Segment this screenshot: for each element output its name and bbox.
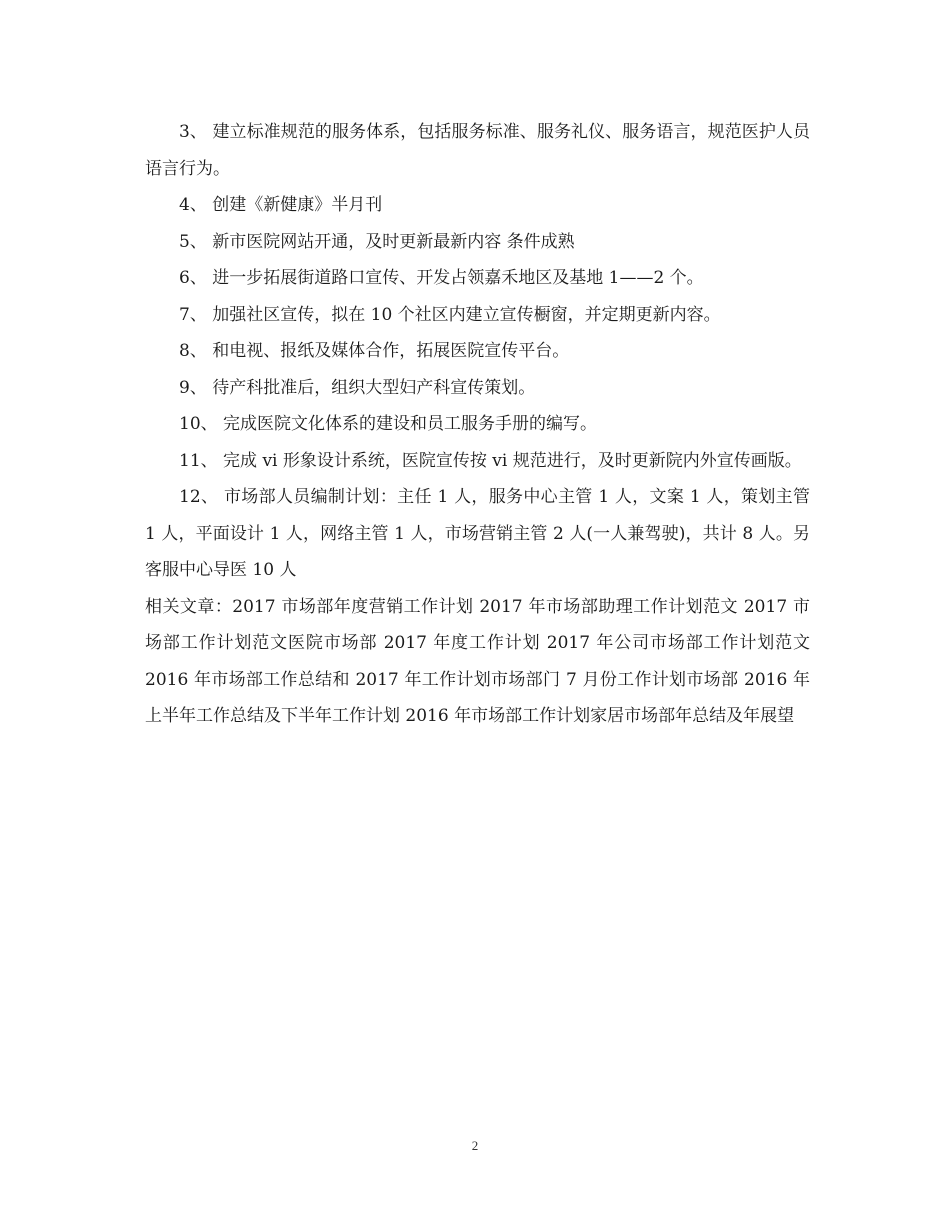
document-body: [145, 114, 810, 735]
related-articles: 相关文章：2017 市场部年度营销工作计划 2017 年市场部助理工作计划范文 2017 市场部工作计划范文医院市场部 2017 年度工作计划 2017 年公司市场部工作计划范文 2016 年市场部工作总结和 2017 年工作计划市场部门 7 月份工作计划市场部 2016 年上半年工作总结及下半年工作计划 2016 年市场部工作计划家居市场部年总结及年展望: [145, 596, 810, 726]
list-item: 4、 创建《新健康》半月刊: [179, 195, 383, 215]
list-item: 10、 完成医院文化体系的建设和员工服务手册的编写。: [179, 414, 598, 434]
list-item: 7、 加强社区宣传，拟在 10 个社区内建立宣传橱窗，并定期更新内容。: [179, 304, 721, 325]
list-item: 11、 完成 vi 形象设计系统，医院宣传按 vi 规范进行，及时更新院内外宣传画版。: [179, 450, 802, 471]
list-item: 6、 进一步拓展街道路口宣传、开发占领嘉禾地区及基地 1——2 个。: [179, 268, 704, 288]
page-number: 2: [471, 1138, 479, 1153]
list-item: 5、 新市医院网站开通，及时更新最新内容 条件成熟: [179, 231, 575, 252]
list-item: 9、 待产科批准后，组织大型妇产科宣传策划。: [179, 377, 536, 398]
list-item: 12、 市场部人员编制计划：主任 1 人，服务中心主管 1 人，文案 1 人，策划主管 1 人，平面设计 1 人，网络主管 1 人，市场营销主管 2 人(一人兼驾驶)，共计 8 人。另客服中心导医 10 人: [145, 487, 810, 580]
list-item: 8、 和电视、报纸及媒体合作，拓展医院宣传平台。: [179, 341, 570, 361]
list-item: 3、 建立标准规范的服务体系，包括服务标准、服务礼仪、服务语言，规范医护人员语言行为。: [145, 122, 810, 179]
